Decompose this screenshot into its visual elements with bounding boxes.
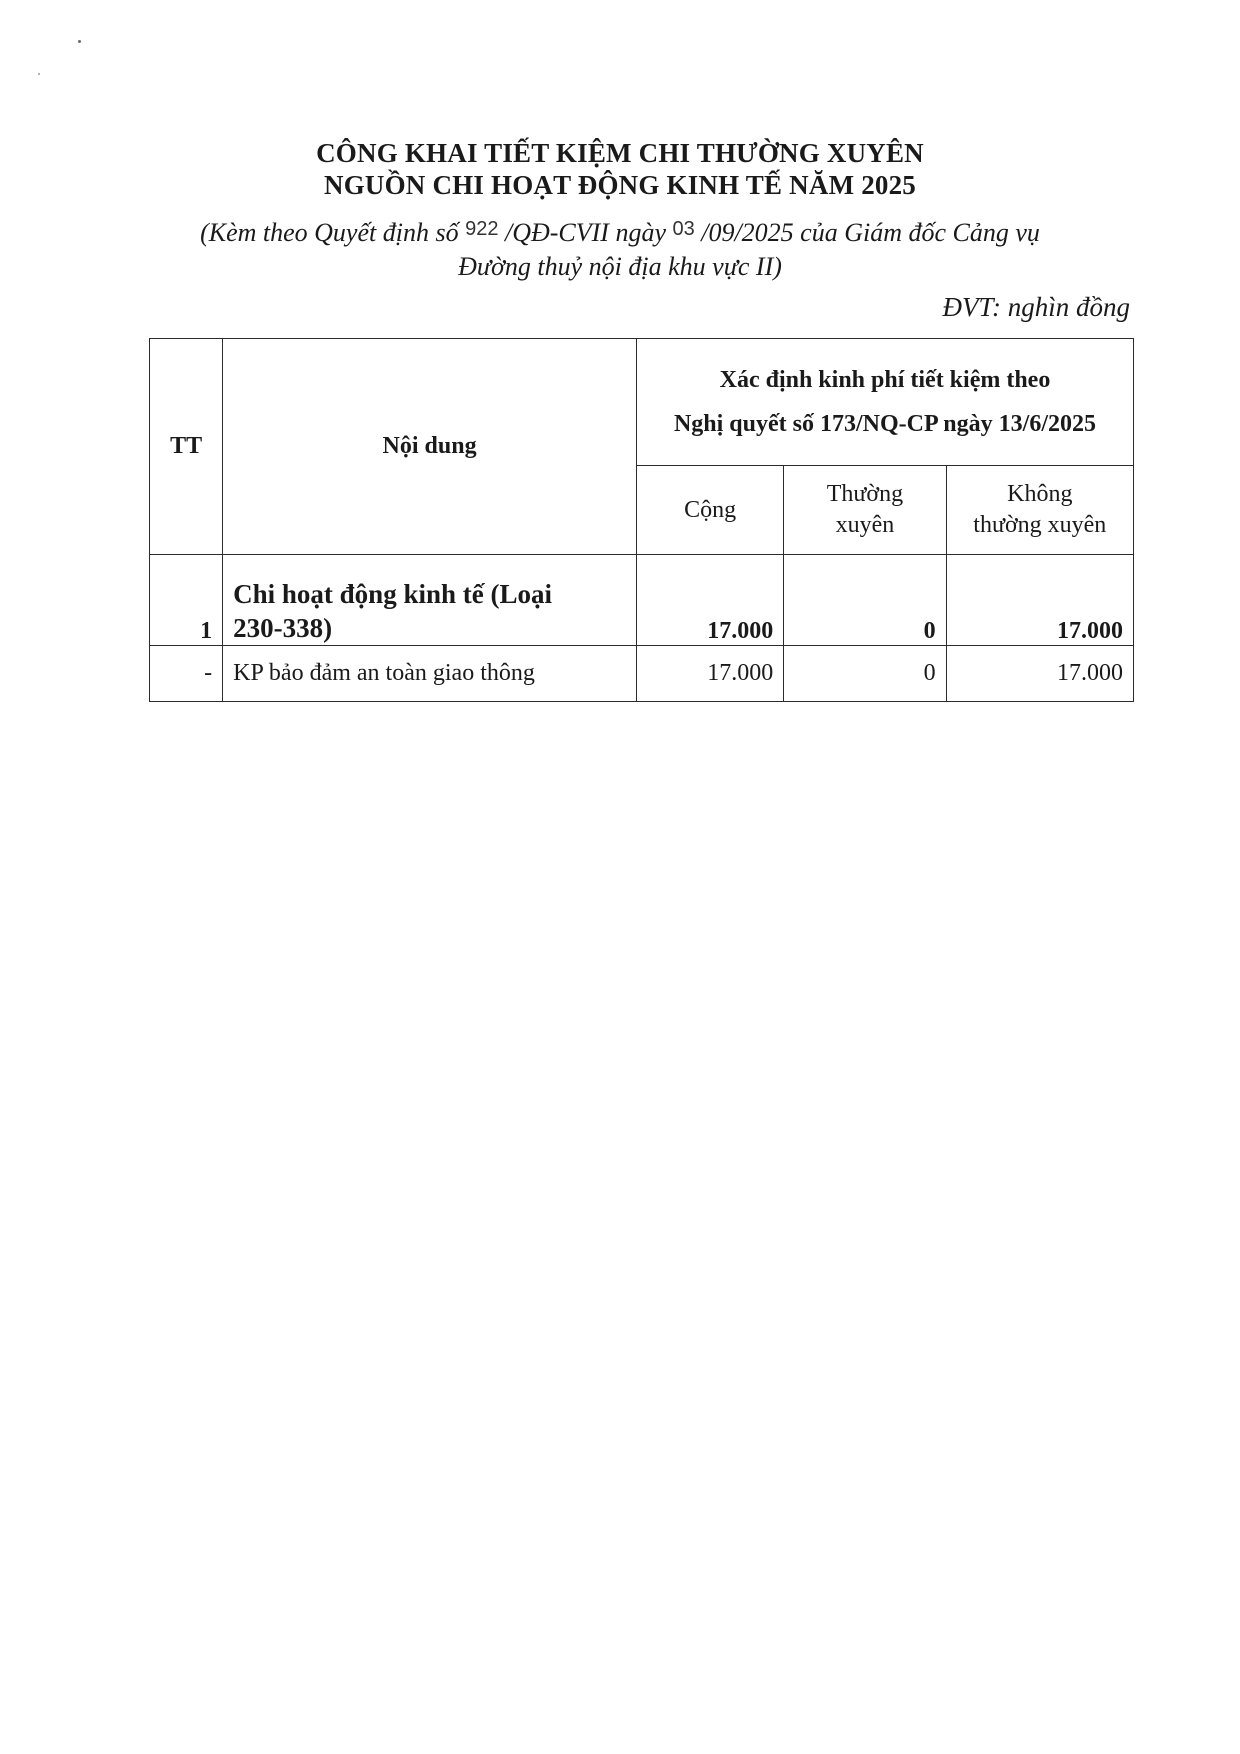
- row-tt: 1: [150, 555, 223, 646]
- header-cong: Cộng: [636, 466, 783, 555]
- row-thuong-xuyen: 0: [784, 646, 946, 702]
- row-thuong-xuyen: 0: [784, 555, 946, 646]
- title-line-2: NGUỒN CHI HOẠT ĐỘNG KINH TẾ NĂM 2025: [324, 170, 916, 200]
- decision-day: 03: [672, 218, 695, 240]
- header-content: Nội dung: [223, 339, 637, 555]
- row-khong-thuong-xuyen: 17.000: [946, 555, 1133, 646]
- row-cong: 17.000: [636, 555, 783, 646]
- row-content-line-1: Chi hoạt động kinh tế (Loại: [233, 579, 552, 609]
- header-khong-thuong-xuyen: [946, 466, 1133, 555]
- subtitle-decision-code: /QĐ-CVII ngày: [504, 218, 666, 247]
- header-khong-tx-line-2: thường xuyên: [973, 512, 1107, 538]
- subtitle-suffix: /09/2025 của Giám đốc Cảng vụ: [701, 218, 1040, 247]
- savings-table: [149, 338, 1134, 702]
- header-khong-tx-line-1: Không: [1007, 481, 1073, 507]
- header-thuong-xuyen-line-1: Thường: [826, 481, 904, 507]
- header-thuong-xuyen-line-2: xuyên: [835, 512, 895, 538]
- table-header-row: [150, 339, 1134, 466]
- subtitle-prefix: (Kèm theo Quyết định số: [200, 218, 459, 247]
- row-tt: -: [150, 646, 223, 702]
- row-cong: 17.000: [636, 646, 783, 702]
- row-content-line-2: 230-338): [233, 613, 333, 643]
- table-row: [150, 555, 1134, 646]
- row-khong-thuong-xuyen: 17.000: [946, 646, 1133, 702]
- subtitle-line-2: Đường thuỷ nội địa khu vực II): [458, 252, 782, 281]
- header-thuong-xuyen: [784, 466, 946, 555]
- header-tt: TT: [150, 339, 223, 555]
- title-line-1: CÔNG KHAI TIẾT KIỆM CHI THƯỜNG XUYÊN: [316, 138, 924, 168]
- scan-speck: [78, 40, 81, 43]
- scan-speck: [38, 73, 40, 75]
- unit-label: ĐVT: nghìn đồng: [942, 292, 1130, 322]
- subtitle-line-1: [0, 218, 1240, 248]
- table-row: [150, 646, 1134, 702]
- header-group-line-1: Xác định kinh phí tiết kiệm theo: [719, 367, 1051, 393]
- decision-number: 922: [465, 218, 499, 240]
- row-content: KP bảo đảm an toàn giao thông: [223, 646, 637, 702]
- header-group-line-2: Nghị quyết số 173/NQ-CP ngày 13/6/2025: [673, 411, 1096, 437]
- row-content: [223, 555, 637, 646]
- header-group: [636, 339, 1133, 466]
